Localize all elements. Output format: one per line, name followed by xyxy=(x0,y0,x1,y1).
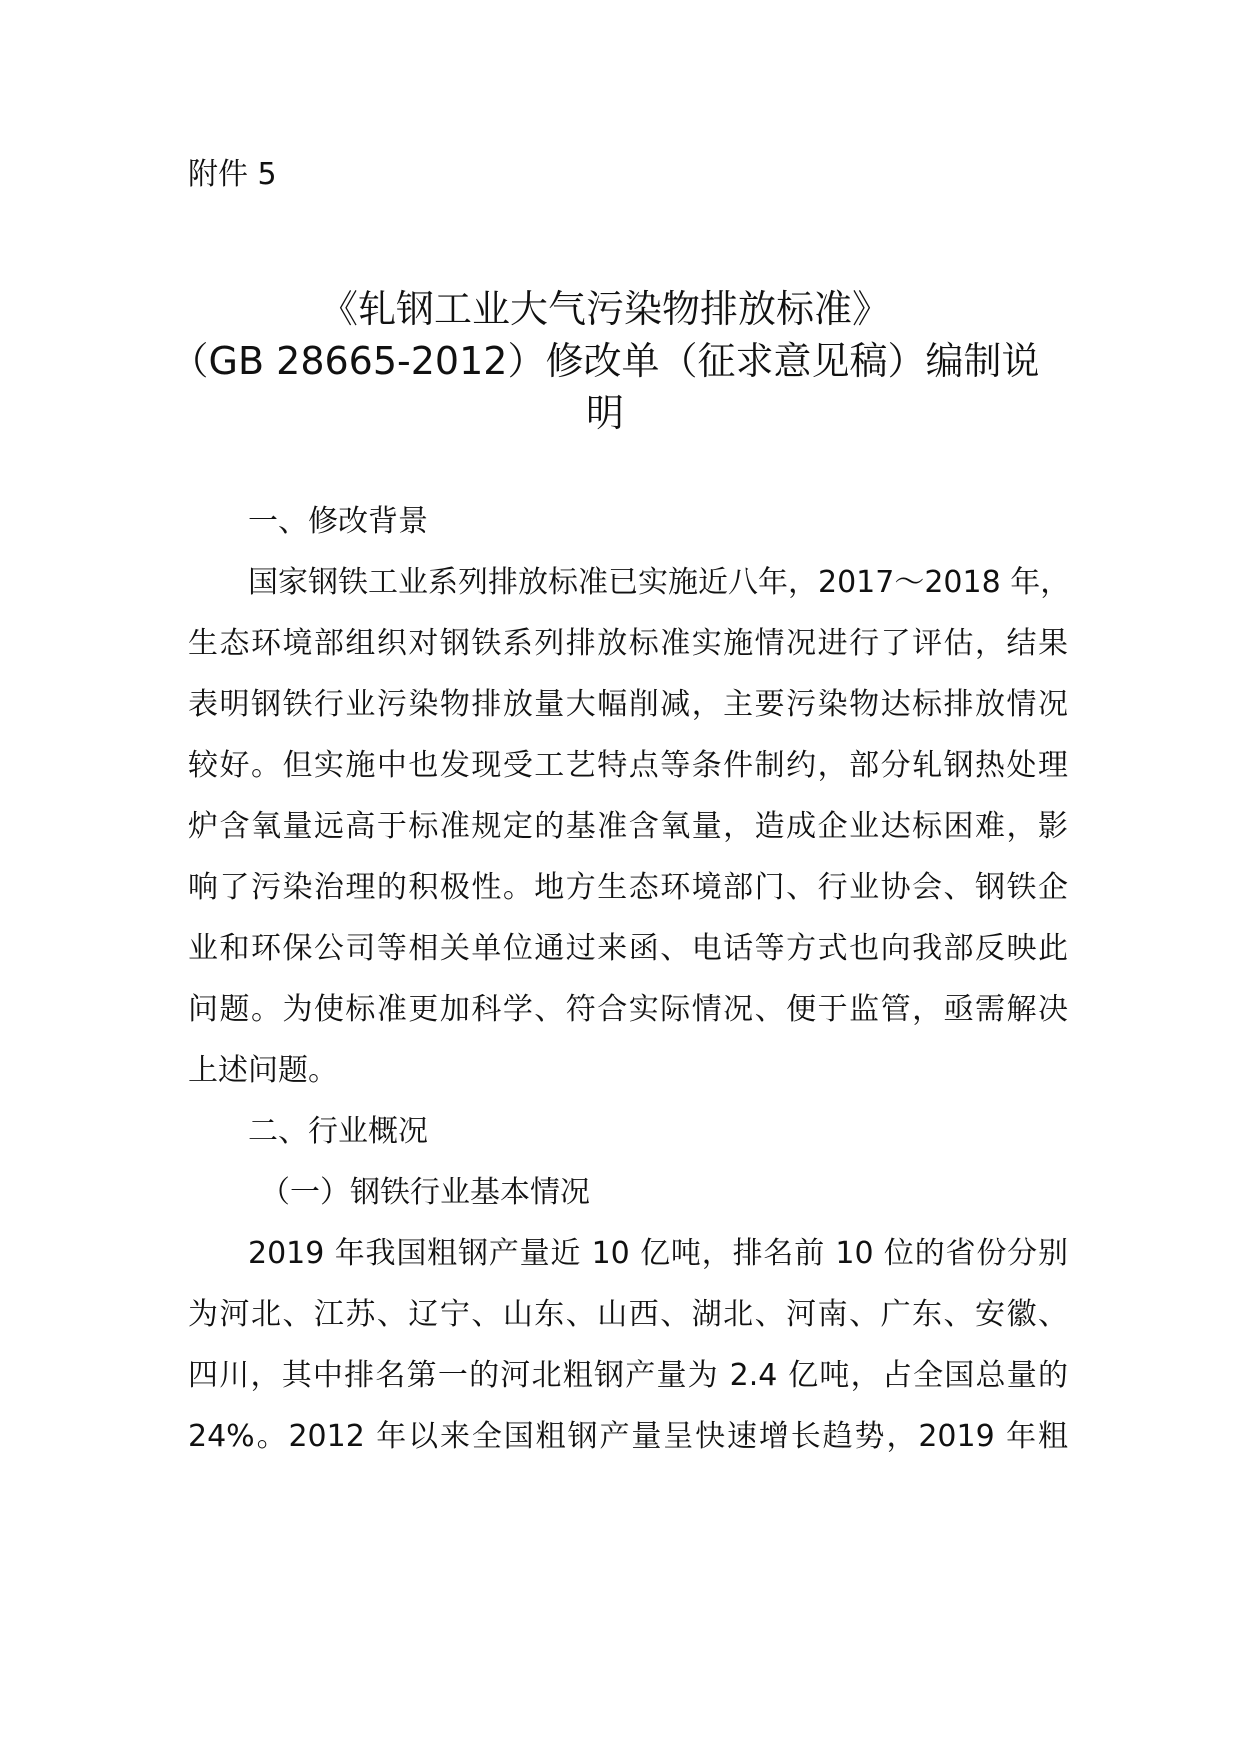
paragraph-line: 业和环保公司等相关单位通过来函、电话等方式也向我部反映此 xyxy=(188,931,1068,966)
paragraph-line: 问题。为使标准更加科学、符合实际情况、便于监管，亟需解决 xyxy=(188,992,1068,1027)
paragraph-line: 为河北、江苏、辽宁、山东、山西、湖北、河南、广东、安徽、 xyxy=(188,1297,1068,1332)
subsection-heading-steel: （一）钢铁行业基本情况 xyxy=(260,1175,590,1210)
paragraph-line: 上述问题。 xyxy=(188,1053,338,1088)
attachment-label: 附件 5 xyxy=(188,157,277,192)
paragraph-line: 响了污染治理的积极性。地方生态环境部门、行业协会、钢铁企 xyxy=(188,870,1068,905)
paragraph-line: 炉含氧量远高于标准规定的基准含氧量，造成企业达标困难，影 xyxy=(188,809,1068,844)
paragraph-background xyxy=(188,552,1071,1101)
paragraph-line: 2019 年我国粗钢产量近 10 亿吨，排名前 10 位的省份分别 xyxy=(248,1236,1068,1271)
document-body xyxy=(188,491,1071,1467)
section-heading-industry: 二、行业概况 xyxy=(248,1114,428,1149)
paragraph-line: 四川，其中排名第一的河北粗钢产量为 2.4 亿吨，占全国总量的 xyxy=(188,1358,1068,1393)
paragraph-line: 生态环境部组织对钢铁系列排放标准实施情况进行了评估，结果 xyxy=(188,626,1068,661)
document-title xyxy=(150,283,1060,439)
paragraph-line: 表明钢铁行业污染物排放量大幅削减，主要污染物达标排放情况 xyxy=(188,687,1068,722)
paragraph-line: 24%。2012 年以来全国粗钢产量呈快速增长趋势，2019 年粗 xyxy=(188,1419,1068,1454)
title-line-1: 《轧钢工业大气污染物排放标准》 xyxy=(319,287,890,331)
paragraph-line: 较好。但实施中也发现受工艺特点等条件制约，部分轧钢热处理 xyxy=(188,748,1068,783)
section-heading-background: 一、修改背景 xyxy=(248,504,428,539)
paragraph-steel-overview xyxy=(188,1223,1068,1467)
title-line-2: （GB 28665-2012）修改单（征求意见稿）编制说 xyxy=(170,339,1040,383)
paragraph-line: 国家钢铁工业系列排放标准已实施近八年，2017～2018 年， xyxy=(248,565,1071,600)
title-line-3: 明 xyxy=(585,391,624,435)
